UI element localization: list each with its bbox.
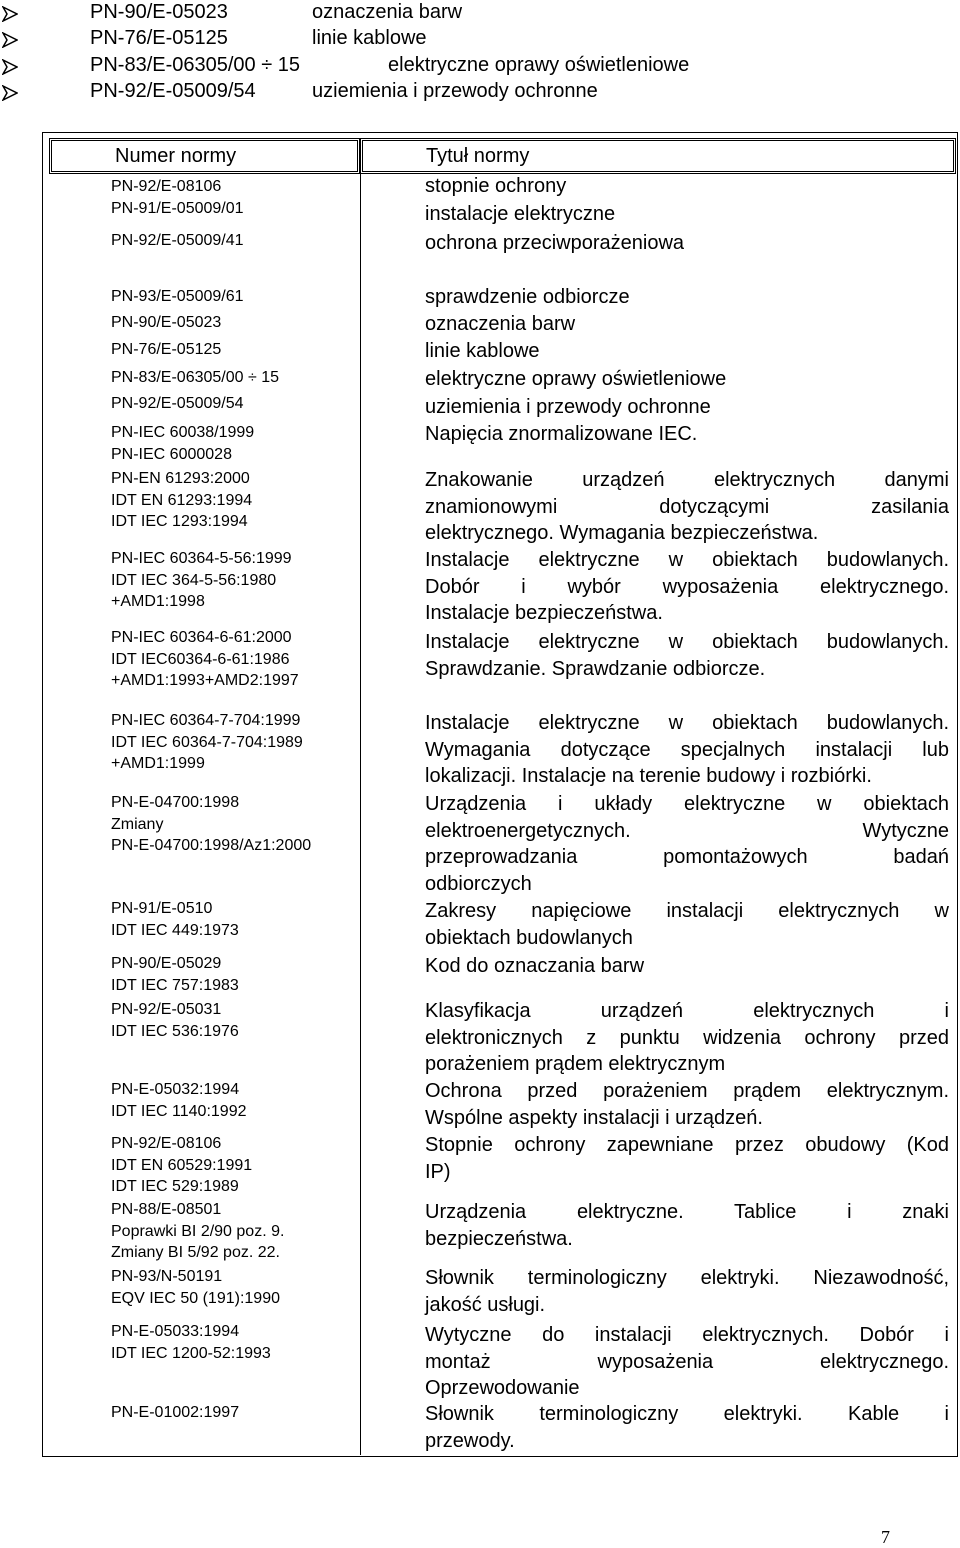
table-cell-number [111,1079,247,1122]
column-divider [360,174,361,1455]
header-number: Numer normy [115,145,237,167]
standard-title-line: bezpieczeństwa. [425,1227,573,1250]
standard-title-line: Oprzewodowanie [425,1377,580,1399]
table-cell-title [425,791,949,897]
standard-number-line: +AMD1:1998 [111,593,205,610]
table-cell-number [111,1133,252,1198]
standard-number-line: PN-93/N-50191 [111,1268,223,1285]
table-cell-title [425,1401,949,1454]
table-cell-number [111,422,254,465]
standard-title-line: Słownik terminologiczny elektryki. Niezawodność, [425,1267,949,1289]
table-cell-title [425,338,949,365]
table-cell-title [425,1322,949,1402]
standard-title-line: Instalacje elektryczne w obiektach budowlanych. [425,712,949,734]
standard-number-line: PN-IEC 60038/1999 [111,424,255,441]
table-cell-number [111,468,252,533]
table-cell-title [425,998,949,1078]
table-cell-number [111,1402,239,1424]
standard-number-line: IDT EN 60529:1991 [111,1156,253,1174]
bullet-title: elektryczne oprawy oświetleniowe [388,54,690,76]
bullet-title: oznaczenia barw [312,1,463,23]
table-cell-title [425,421,949,448]
standard-number-line: PN-IEC 60364-6-61:2000 [111,629,292,646]
table-cell-title [425,284,949,311]
standard-title-line: Wymagania dotyczące specjalnych instalacji lub [425,738,949,761]
standard-title-line: Wspólne aspekty instalacji i urządzeń. [425,1106,763,1129]
bullet-number: PN-76/E-05125 [90,27,228,49]
standard-number-line: PN-88/E-08501 [111,1201,222,1218]
standard-title-line: jakość usługi. [425,1293,546,1316]
standard-title-line: Instalacje elektryczne w obiektach budowlanych. [425,549,949,571]
standard-number-line: PN-91/E-0510 [111,900,213,917]
standard-number-line: Zmiany [111,815,164,833]
table-cell-number [111,710,303,775]
table-cell-title [425,394,949,421]
standard-number-line: PN-76/E-05125 [111,341,222,358]
standard-title-line: Napięcia znormalizowane IEC. [425,423,698,445]
table-cell-title [425,629,949,682]
standard-title-line: elektrycznego. Wymagania bezpieczeństwa. [425,522,819,544]
table-cell-title [425,1078,949,1131]
standard-number-line: PN-EN 61293:2000 [111,470,250,487]
standard-number-line: IDT IEC 757:1983 [111,976,239,994]
standard-title-line: linie kablowe [425,340,540,362]
standard-number-line: PN-E-04700:1998 [111,794,240,811]
standard-title-line: przewody. [425,1429,515,1452]
page-number: 7 [881,1527,890,1547]
table-cell-number [111,367,279,389]
table-cell-title [425,201,949,228]
arrow-bullet-icon [2,85,18,101]
table-cell-title [425,953,949,980]
table-cell-title [425,1132,949,1185]
table-cell-number [111,286,244,308]
table-cell-title [425,547,949,627]
standard-number-line: PN-83/E-06305/00 ÷ 15 [111,369,279,386]
standard-title-line: Wytyczne do instalacji elektrycznych. Dobór i [425,1324,949,1346]
standard-title-line: obiektach budowlanych [425,926,633,949]
bullet-number: PN-90/E-05023 [90,1,228,23]
header-number-cell [49,138,360,174]
standard-number-line: IDT IEC 529:1989 [111,1178,239,1195]
standard-number-line: IDT IEC60364-6-61:1986 [111,650,290,668]
standard-title-line: przeprowadzania pomontażowych badań [425,846,949,868]
standard-number-line: IDT IEC 1200-52:1993 [111,1344,271,1362]
standard-title-line: znamionowymi dotyczącymi zasilania [425,495,949,518]
standard-title-line: uziemienia i przewody ochronne [425,396,711,418]
standard-number-line: PN-92/E-05031 [111,1001,222,1018]
standard-title-line: Ochrona przed porażeniem prądem elektrycznym. [425,1080,949,1102]
standard-number-line: PN-E-01002:1997 [111,1404,240,1421]
arrow-bullet-icon [2,32,18,48]
standard-title-line: Znakowanie urządzeń elektrycznych danymi [425,469,949,491]
table-cell-number [111,548,292,613]
standard-number-line: PN-E-05032:1994 [111,1081,240,1098]
standard-number-line: PN-90/E-05023 [111,314,222,331]
table-cell-number [111,999,239,1042]
table-cell-title [425,173,949,200]
table-cell-number [111,953,239,996]
standard-number-line: IDT IEC 1293:1994 [111,513,248,530]
table-cell-number [111,627,299,692]
standard-number-line: PN-92/E-05009/41 [111,232,244,249]
header-title: Tytuł normy [426,145,530,167]
standard-title-line: Kod do oznaczania barw [425,955,645,977]
bullet-title: linie kablowe [312,27,427,49]
standard-title-line: Instalacje bezpieczeństwa. [425,602,663,624]
standard-title-line: IP) [425,1160,451,1183]
standard-number-line: IDT IEC 449:1973 [111,921,239,939]
standard-number-line: Zmiany BI 5/92 poz. 22. [111,1244,280,1261]
standard-title-line: odbiorczych [425,872,532,895]
standard-title-line: Dobór i wybór wyposażenia elektrycznego. [425,575,949,598]
table-cell-number [111,176,221,198]
standard-number-line: PN-E-05033:1994 [111,1323,240,1340]
table-cell-number [111,393,244,415]
standard-number-line: PN-IEC 60364-5-56:1999 [111,550,292,567]
table-cell-title [425,230,949,257]
standard-title-line: elektronicznych z punktu widzenia ochrony przed [425,1026,949,1049]
standard-title-line: Instalacje elektryczne w obiektach budowlanych. [425,631,949,653]
standard-title-line: stopnie ochrony [425,175,567,197]
standard-number-line: IDT IEC 364-5-56:1980 [111,571,277,589]
standard-title-line: sprawdzenie odbiorcze [425,286,630,308]
standard-title-line: instalacje elektryczne [425,203,616,225]
bullet-title: uziemienia i przewody ochronne [312,80,598,102]
standard-number-line: PN-92/E-05009/54 [111,395,244,412]
standard-title-line: porażeniem prądem elektrycznym [425,1053,726,1075]
table-cell-number [111,198,244,220]
table-cell-title [425,1199,949,1252]
standard-number-line: PN-92/E-08106 [111,1135,222,1152]
standard-title-line: elektroenergetycznych. Wytyczne [425,819,949,842]
standard-number-line: IDT EN 61293:1994 [111,491,253,509]
standard-number-line: PN-IEC 6000028 [111,445,232,463]
standard-number-line: EQV IEC 50 (191):1990 [111,1289,280,1307]
standard-title-line: Stopnie ochrony zapewniane przez obudowy (Kod [425,1134,949,1156]
arrow-bullet-icon [2,6,18,22]
table-cell-title [425,710,949,790]
standard-number-line: +AMD1:1993+AMD2:1997 [111,672,299,689]
table-cell-title [425,366,949,393]
table-cell-number [111,339,221,361]
bullet-number: PN-92/E-05009/54 [90,80,256,102]
standard-title-line: Urządzenia elektryczne. Tablice i znaki [425,1201,949,1223]
standard-number-line: PN-93/E-05009/61 [111,288,244,305]
table-cell-title [425,311,949,338]
standard-number-line: PN-E-04700:1998/Az1:2000 [111,837,312,854]
arrow-bullet-icon [2,59,18,75]
bullet-number: PN-83/E-06305/00 ÷ 15 [90,54,300,76]
standard-number-line: +AMD1:1999 [111,755,205,772]
standard-title-line: Sprawdzanie. Sprawdzanie odbiorcze. [425,657,766,680]
standard-number-line: PN-92/E-08106 [111,178,222,195]
standard-number-line: IDT IEC 1140:1992 [111,1102,247,1120]
table-cell-number [111,898,239,941]
table-cell-title [425,467,949,547]
standard-title-line: oznaczenia barw [425,313,576,335]
table-cell-number [111,312,221,334]
table-cell-title [425,898,949,951]
standard-number-line: PN-90/E-05029 [111,955,222,972]
table-cell-number [111,1321,271,1364]
standard-number-line: IDT IEC 60364-7-704:1989 [111,733,303,751]
standard-title-line: Słownik terminologiczny elektryki. Kable i [425,1403,949,1425]
table-cell-number [111,792,311,857]
table-cell-number [111,230,244,252]
standard-title-line: elektryczne oprawy oświetleniowe [425,368,727,390]
standard-title-line: Urządzenia i układy elektryczne w obiektach [425,793,949,815]
header-title-cell [360,138,956,174]
table-cell-number [111,1266,280,1309]
standard-title-line: ochrona przeciwporażeniowa [425,232,685,254]
standard-title-line: montaż wyposażenia elektrycznego. [425,1350,949,1373]
standard-number-line: Poprawki BI 2/90 poz. 9. [111,1222,285,1240]
standard-number-line: PN-IEC 60364-7-704:1999 [111,712,301,729]
standard-number-line: IDT IEC 536:1976 [111,1022,239,1040]
table-cell-title [425,1265,949,1318]
table-cell-number [111,1199,284,1264]
standard-title-line: Zakresy napięciowe instalacji elektrycznych w [425,900,949,922]
standard-number-line: PN-91/E-05009/01 [111,200,244,217]
standard-title-line: Klasyfikacja urządzeń elektrycznych i [425,1000,949,1022]
standard-title-line: lokalizacji. Instalacje na terenie budowy i rozbiórki. [425,765,872,787]
